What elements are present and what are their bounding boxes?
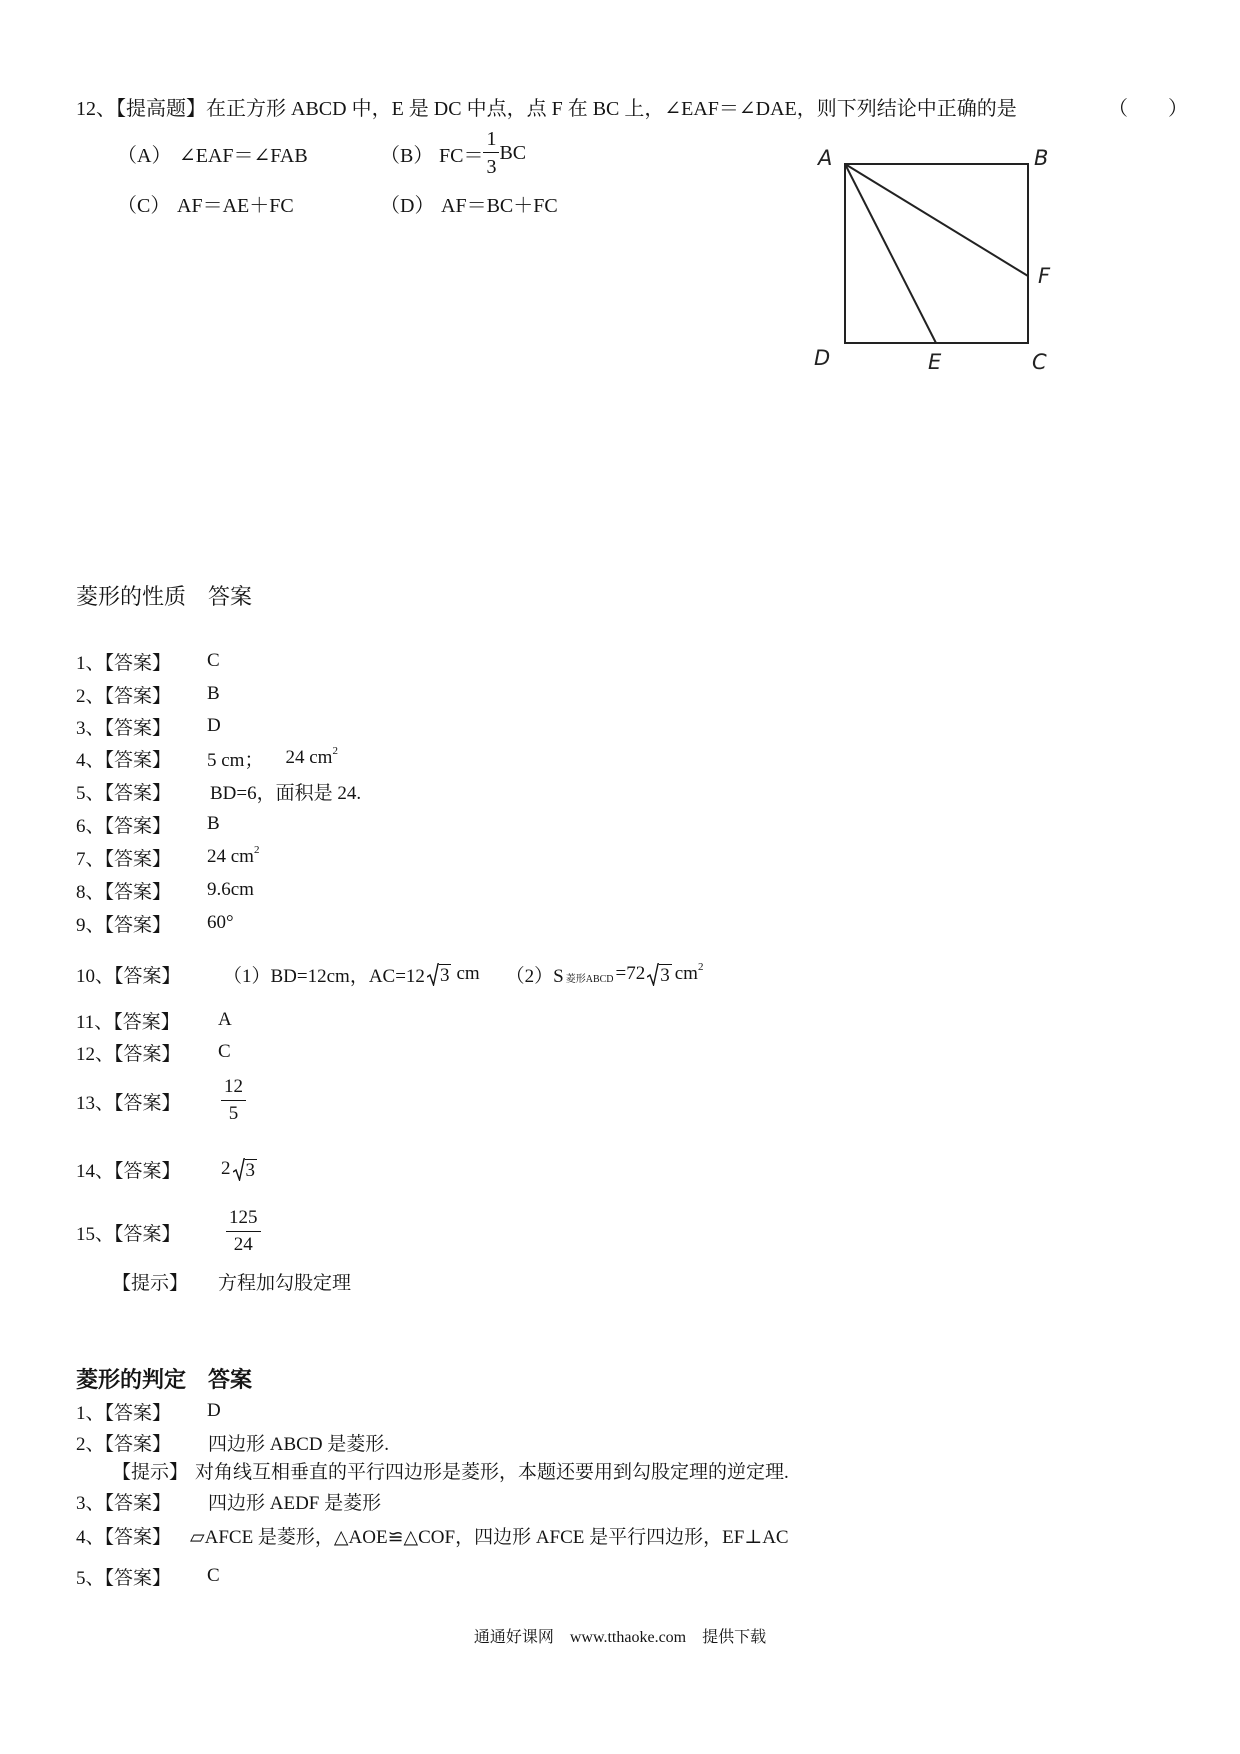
section-title-criteria-text: 菱形的判定 答案 xyxy=(76,1366,253,1392)
hint-text: 方程加勾股定理 xyxy=(218,1272,352,1294)
answer-row xyxy=(76,1202,261,1262)
answer-value: 9.6cm xyxy=(207,879,254,900)
option-b xyxy=(380,123,526,183)
answer-row xyxy=(76,877,254,903)
answer-row xyxy=(76,1429,389,1455)
answer-unit: cm xyxy=(674,963,698,984)
radicand: 3 xyxy=(439,964,450,986)
question-12 xyxy=(76,93,1017,119)
option-c-key: （C） xyxy=(117,194,171,217)
answer-value: ▱AFCE 是菱形，△AOE≌△COF，四边形 AFCE 是平行四边形，EF⊥AC xyxy=(190,1526,789,1548)
vertex-label-c: C xyxy=(1032,350,1047,374)
hint-row xyxy=(112,1268,351,1294)
option-b-fraction xyxy=(483,127,499,179)
answer-label: 13、【答案】 xyxy=(76,1092,181,1114)
answer-row xyxy=(76,958,703,990)
answer-label: 8、【答案】 xyxy=(76,881,172,903)
answer-row xyxy=(76,1563,220,1589)
point-label-e: E xyxy=(928,350,942,374)
answer-value: BD=6，面积是 24. xyxy=(210,782,362,804)
answer-row xyxy=(76,681,220,707)
vertex-label-b: B xyxy=(1034,146,1049,170)
answer-value: C xyxy=(218,1041,231,1062)
square-root xyxy=(647,963,672,986)
answer-label: 6、【答案】 xyxy=(76,815,172,837)
answer-value: C xyxy=(207,650,220,671)
answer-label: 5、【答案】 xyxy=(76,782,172,804)
superscript: 2 xyxy=(332,745,338,757)
answer-label: 2、【答案】 xyxy=(76,1433,172,1455)
square-root xyxy=(427,963,452,986)
answer-value: 5 cm； xyxy=(207,749,264,771)
square-figure xyxy=(800,130,1080,390)
answer-value: B xyxy=(207,813,220,834)
superscript: 2 xyxy=(253,844,260,856)
point-label-f: F xyxy=(1038,264,1051,288)
radicand: 3 xyxy=(660,964,670,986)
page-footer xyxy=(0,1626,1240,1650)
answer-value: D xyxy=(207,715,221,736)
answer-label: 9、【答案】 xyxy=(76,914,172,936)
option-a-key: （A） xyxy=(117,144,172,167)
subscript: 菱形ABCD xyxy=(565,973,614,985)
answer-row xyxy=(76,778,361,804)
answer-label: 7、【答案】 xyxy=(76,848,172,870)
answer-value: D xyxy=(207,1400,221,1421)
answer-value: 2 xyxy=(221,1158,231,1179)
answer-row xyxy=(76,844,259,870)
square-abcd xyxy=(845,164,1028,343)
answer-label: 10、【答案】 xyxy=(76,965,181,987)
answer-row xyxy=(76,1488,381,1514)
answer-value-area: 24 cm xyxy=(285,747,333,768)
answer-label: 3、【答案】 xyxy=(76,1492,172,1514)
radicand: 3 xyxy=(245,1159,255,1181)
answer-row xyxy=(76,910,234,936)
section-title-properties-text: 菱形的性质 答案 xyxy=(76,583,253,609)
option-a-text: ∠EAF＝∠FAB xyxy=(179,144,308,167)
answer-value-part1: （1）BD=12cm，AC=12 xyxy=(223,965,425,987)
square-root xyxy=(233,1158,258,1181)
answer-label: 14、【答案】 xyxy=(76,1160,181,1182)
page-footer-text: 通通好课网 www.tthaoke.com 提供下载 xyxy=(473,1629,767,1646)
question-12-stem: 在正方形 ABCD 中，E 是 DC 中点，点 F 在 BC 上，∠EAF＝∠DAE，则下列结论中正确的是 xyxy=(206,97,1017,120)
answer-row xyxy=(76,1071,246,1131)
fraction-denominator: 5 xyxy=(228,1103,239,1124)
answer-label: 15、【答案】 xyxy=(76,1223,181,1245)
superscript: 2 xyxy=(697,961,704,973)
answer-row xyxy=(76,1522,789,1548)
answer-label: 1、【答案】 xyxy=(76,652,172,674)
vertex-label-a: A xyxy=(818,146,833,170)
option-d-text: AF＝BC＋FC xyxy=(441,194,558,217)
fraction-numerator: 1 xyxy=(483,127,499,153)
answer-bracket xyxy=(1108,93,1188,119)
answer-label: 12、【答案】 xyxy=(76,1043,181,1065)
option-a xyxy=(117,140,308,166)
answer-fraction xyxy=(226,1207,261,1257)
hint-label: 【提示】 xyxy=(112,1272,189,1294)
answer-value: C xyxy=(207,1565,220,1586)
fraction-numerator: 12 xyxy=(221,1076,246,1101)
answer-row xyxy=(76,713,221,739)
radical-sign xyxy=(647,963,659,986)
answer-row xyxy=(76,1039,231,1065)
answer-label: 4、【答案】 xyxy=(76,1526,172,1548)
section-title-criteria xyxy=(76,1364,252,1392)
answer-fraction xyxy=(221,1076,246,1126)
question-12-label: 12、【提高题】 xyxy=(76,97,206,120)
option-c-text: AF＝AE＋FC xyxy=(177,194,294,217)
answer-value: 60° xyxy=(207,912,234,933)
section-title-properties xyxy=(76,581,252,609)
radical-sign xyxy=(427,963,439,986)
option-d xyxy=(380,190,558,216)
answer-unit: cm xyxy=(456,963,480,984)
option-c xyxy=(117,190,294,216)
answer-value-part3: =72 xyxy=(615,963,646,984)
answer-label: 3、【答案】 xyxy=(76,717,172,739)
fraction-numerator: 125 xyxy=(226,1207,261,1232)
answer-row xyxy=(76,1007,232,1033)
answer-value: A xyxy=(218,1009,232,1030)
answer-label: 4、【答案】 xyxy=(76,749,172,771)
answer-row xyxy=(76,811,220,837)
hint-text: 对角线互相垂直的平行四边形是菱形，本题还要用到勾股定理的逆定理. xyxy=(195,1461,789,1483)
answer-row xyxy=(76,1398,221,1424)
option-d-key: （D） xyxy=(380,194,435,217)
answer-value: 24 cm xyxy=(207,846,254,867)
answer-row xyxy=(76,648,220,674)
answer-bracket-text: （ ） xyxy=(1108,97,1188,120)
option-b-post: BC xyxy=(499,141,527,164)
answer-value: B xyxy=(207,683,220,704)
answer-value-part2: （2）S xyxy=(505,965,564,987)
answer-value: 四边形 ABCD 是菱形. xyxy=(208,1433,390,1455)
hint-row xyxy=(112,1457,789,1483)
answer-row xyxy=(76,745,338,771)
option-b-pre: FC＝ xyxy=(439,144,484,167)
answer-row xyxy=(76,1153,257,1185)
option-b-key: （B） xyxy=(380,144,434,167)
radical-sign xyxy=(233,1158,245,1181)
answer-label: 2、【答案】 xyxy=(76,685,172,707)
answer-label: 5、【答案】 xyxy=(76,1567,172,1589)
answer-label: 1、【答案】 xyxy=(76,1402,172,1424)
fraction-denominator: 3 xyxy=(486,156,497,178)
fraction-denominator: 24 xyxy=(233,1234,253,1255)
vertex-label-d: D xyxy=(814,346,831,370)
hint-label: 【提示】 xyxy=(112,1461,189,1483)
answer-label: 11、【答案】 xyxy=(76,1011,180,1033)
answer-value: 四边形 AEDF 是菱形 xyxy=(208,1492,382,1514)
